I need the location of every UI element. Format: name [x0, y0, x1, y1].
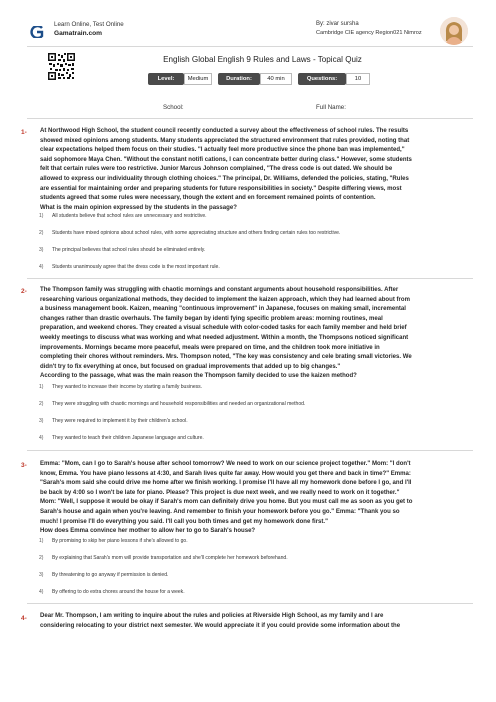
question-divider — [27, 278, 473, 279]
brand-site: Gamatrain.com — [54, 30, 103, 37]
question-text: Emma: "Mom, can I go to Sarah's house after school tomorrow? We need to work on our science project together." Mom: "I don't know, Emma. You have piano lessons at 4:30, and Sarah lives quite far away. How would you get there and back in time?" Emma: "Sarah's mom said she could drive me home after we finish working. I promise I'll have all my homework done before I go, and I'll be back by 4:00 so I won't be late for piano. Please? This project is due next week, and we really need to work on it together." Mom: "Well, I suppose it would be okay if Sarah's mom can definitely drive you home. But you must call me as soon as you get to Sarah's house and again when you're leaving. And remember to finish your homework before you go." Emma: "Thank you so much! I promise I'll do everything you said. I'll call you both times and get my homework done first." How does Emma convince her mother to allow her to go to Sarah's house? — [40, 461, 413, 535]
option-text[interactable]: They wanted to teach their children Japanese language and culture. — [52, 435, 204, 441]
question-number: 2- — [21, 288, 27, 295]
option-number: 4) — [39, 435, 44, 441]
avatar — [440, 17, 468, 45]
option-text[interactable]: By explaining that Sarah's mom will provide transportation and she'll complete her homework beforehand. — [52, 555, 288, 561]
question-number: 4- — [21, 615, 27, 622]
level-label: Level: — [148, 73, 184, 85]
brand-tagline: Learn Online, Test Online — [54, 21, 124, 28]
option-number: 3) — [39, 418, 44, 424]
questions-value: 10 — [346, 73, 370, 85]
school-field-label: School: — [163, 104, 184, 111]
question-number: 1- — [21, 129, 27, 136]
option-number: 1) — [39, 538, 44, 544]
question-divider — [27, 450, 473, 451]
gamatrain-logo-icon — [30, 26, 44, 38]
question-text: The Thompson family was struggling with chaotic mornings and constant arguments about household responsibilities. After researching various organizational methods, they decided to implement the kaizen approach, which they had learned about from a business management book. Kaizen, meaning "continuous improvement" in Japanese, focuses on making small, incremental changes rather than drastic overhauls. The family began by identi fying specific problem areas: morning routines, meal preparation, and weekend chores. They created a visual schedule with color-coded tasks for each family member and held brief weekly meetings to discuss what was working and what needed adjustment. Within a month, the Thompsons noticed significant improvements. Mornings became more peaceful, meals were prepared on time, and the children took more initiative in completing their chores without reminders. Mrs. Thompson noted, "The key was consistency and cele brating small victories. We didn't try to fix everything at once, but focused on gradual improvements that added up to big changes." According to the passage, what was the main reason the Thompson family decided to use the kaizen method? — [40, 287, 412, 380]
option-text[interactable]: They were required to implement it by their children's school. — [52, 418, 188, 424]
option-number: 1) — [39, 213, 44, 219]
option-text[interactable]: They were struggling with chaotic mornings and household responsibilities and needed an organizational method. — [52, 401, 306, 407]
question-text: Dear Mr. Thompson, I am writing to inquire about the rules and policies at Riverside High School, as my family and I are considering relocating to your district next semester. We would appreciate it if you could provide some information about the — [40, 613, 401, 629]
option-text[interactable]: By threatening to go anyway if permission is denied. — [52, 572, 169, 578]
question-number: 3- — [21, 462, 27, 469]
qr-code-icon — [48, 53, 75, 80]
question-divider — [27, 603, 473, 604]
duration-label: Duration: — [218, 73, 260, 85]
option-text[interactable]: Students have mixed opinions about school rules, with some appreciating structure and others finding certain rules too restrictive. — [52, 230, 341, 236]
option-text[interactable]: By offering to do extra chores around the house for a week. — [52, 589, 185, 595]
option-number: 2) — [39, 555, 44, 561]
option-text[interactable]: The principal believes that school rules should be eliminated entirely. — [52, 247, 206, 253]
option-number: 3) — [39, 572, 44, 578]
page-title: English Global English 9 Rules and Laws - Topical Quiz — [163, 55, 362, 64]
author-line: By: zivar sursha — [316, 21, 359, 27]
option-number: 4) — [39, 589, 44, 595]
fields-divider — [27, 118, 473, 119]
questions-label: Questions: — [298, 73, 346, 85]
level-value: Medium — [184, 73, 212, 85]
option-text[interactable]: They wanted to increase their income by starting a family business. — [52, 384, 203, 390]
option-number: 1) — [39, 384, 44, 390]
name-field-label: Full Name: — [316, 104, 346, 111]
option-number: 4) — [39, 264, 44, 270]
question-text: At Northwood High School, the student council recently conducted a survey about the effectiveness of school rules. The results showed mixed opinions among students. Many students appreciated the structured environment that rules provided, noting that clear expectations helped them focus on their studies. "I actually feel more productive since the phone ban was implemented," said sophomore Maya Chen. "Without the constant notifi cations, I can concentrate better during class." However, some students felt that certain rules were too restrictive. Junior Marcus Johnson complained, "The dress code is out dated. We should be allowed to express our individuality through clothing choices." The principal, Dr. Williams, defended the policies, stating, "Rules are essential for maintaining order and preparing students for future responsibilities in society." Despite differing views, most students agreed that some rules were necessary, though the extent and en forcement remained points of contention. What is the main opinion expressed by the students in the passage? — [40, 128, 412, 211]
option-number: 2) — [39, 401, 44, 407]
duration-value: 40 min — [260, 73, 292, 85]
option-text[interactable]: All students believe that school rules are unnecessary and restrictive. — [52, 213, 207, 219]
option-text[interactable]: Students unanimously agree that the dress code is the most important rule. — [52, 264, 220, 270]
option-number: 2) — [39, 230, 44, 236]
option-number: 3) — [39, 247, 44, 253]
option-text[interactable]: By promising to skip her piano lessons if she's allowed to go. — [52, 538, 188, 544]
header-divider — [27, 46, 473, 47]
school-line: Cambridge CIE agency Region021 Nimroz — [316, 30, 422, 36]
